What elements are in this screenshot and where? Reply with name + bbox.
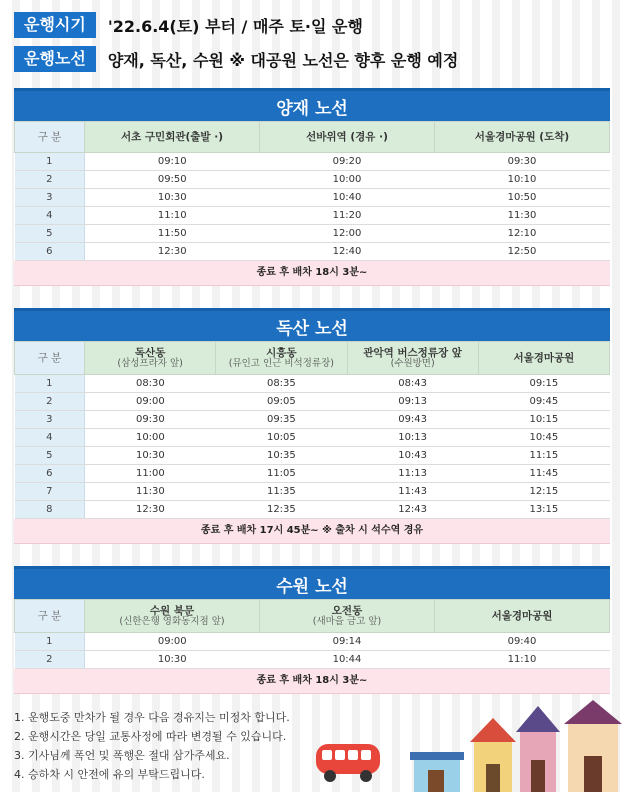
time-cell: 09:00	[85, 393, 216, 411]
time-cell: 11:35	[216, 483, 347, 501]
column-header: 선바위역 (경유 ·)	[260, 122, 435, 153]
yangjae-route-title: 양재 노선	[14, 88, 610, 121]
time-cell: 11:50	[85, 225, 260, 243]
suwon-route-note: 종료 후 배차 18시 3분~	[14, 669, 610, 694]
time-cell: 12:10	[435, 225, 610, 243]
column-header: 서울경마공원 (도착)	[435, 122, 610, 153]
table-row	[15, 243, 610, 261]
time-cell: 12:00	[260, 225, 435, 243]
table-row	[15, 447, 610, 465]
row-number-cell: 1	[15, 375, 85, 393]
column-header: 서초 구민회관(출발 ·)	[85, 122, 260, 153]
table-row	[15, 207, 610, 225]
row-number-cell: 1	[15, 153, 85, 171]
notice-list	[14, 708, 290, 784]
row-number-cell: 2	[15, 393, 85, 411]
column-header: 관악역 버스정류장 앞 (수원방면)	[347, 342, 478, 375]
time-cell: 11:30	[435, 207, 610, 225]
table-row	[15, 189, 610, 207]
row-number-cell: 5	[15, 225, 85, 243]
time-cell: 13:15	[478, 501, 609, 519]
time-cell: 09:00	[85, 633, 260, 651]
table-row	[15, 429, 610, 447]
time-cell: 10:30	[85, 189, 260, 207]
doksan-route-section	[14, 308, 610, 544]
yangjae-timetable	[14, 121, 610, 261]
doksan-route-title: 독산 노선	[14, 308, 610, 341]
column-header: 구 분	[15, 600, 85, 633]
building-icon	[564, 700, 622, 792]
schedule-period-row	[14, 12, 363, 38]
row-number-cell: 6	[15, 243, 85, 261]
time-cell: 08:35	[216, 375, 347, 393]
time-cell: 10:10	[435, 171, 610, 189]
time-cell: 10:43	[347, 447, 478, 465]
suwon-route-section	[14, 566, 610, 694]
time-cell: 10:45	[478, 429, 609, 447]
time-cell: 08:30	[85, 375, 216, 393]
column-header: 구 분	[15, 342, 85, 375]
notice-item: 3. 기사님께 폭언 및 폭행은 절대 삼가주세요.	[14, 749, 230, 762]
table-row	[15, 483, 610, 501]
time-cell: 10:13	[347, 429, 478, 447]
time-cell: 09:15	[478, 375, 609, 393]
time-cell: 11:20	[260, 207, 435, 225]
notice-item: 1. 운행도중 만차가 될 경우 다음 경유지는 미정차 합니다.	[14, 711, 290, 724]
route-tag: 운행노선	[14, 46, 96, 72]
table-row	[15, 153, 610, 171]
time-cell: 12:30	[85, 243, 260, 261]
time-cell: 09:20	[260, 153, 435, 171]
table-row	[15, 393, 610, 411]
row-number-cell: 5	[15, 447, 85, 465]
column-header: 시흥동 (뮤인고 인근 비석정류장)	[216, 342, 347, 375]
time-cell: 11:05	[216, 465, 347, 483]
table-row	[15, 633, 610, 651]
row-number-cell: 3	[15, 189, 85, 207]
notice-item: 2. 운행시간은 당일 교통사정에 따라 변경될 수 있습니다.	[14, 730, 287, 743]
time-cell: 12:30	[85, 501, 216, 519]
table-row	[15, 651, 610, 669]
row-number-cell: 4	[15, 207, 85, 225]
time-cell: 12:50	[435, 243, 610, 261]
time-cell: 12:40	[260, 243, 435, 261]
suwon-timetable	[14, 599, 610, 669]
bus-icon	[316, 744, 380, 782]
time-cell: 10:00	[85, 429, 216, 447]
time-cell: 09:43	[347, 411, 478, 429]
time-cell: 10:05	[216, 429, 347, 447]
schedule-period-tag: 운행시기	[14, 12, 96, 38]
bus-and-town-illustration	[306, 700, 626, 792]
column-header: 서울경마공원	[435, 600, 610, 633]
time-cell: 11:10	[435, 651, 610, 669]
time-cell: 12:35	[216, 501, 347, 519]
time-cell: 08:43	[347, 375, 478, 393]
time-cell: 10:30	[85, 447, 216, 465]
time-cell: 11:00	[85, 465, 216, 483]
time-cell: 09:50	[85, 171, 260, 189]
table-row	[15, 375, 610, 393]
suwon-route-title: 수원 노선	[14, 566, 610, 599]
column-header: 오전동 (새마을 금고 앞)	[260, 600, 435, 633]
time-cell: 09:13	[347, 393, 478, 411]
row-number-cell: 2	[15, 171, 85, 189]
column-header: 수원 북문 (신한은행 영화동지점 앞)	[85, 600, 260, 633]
table-row	[15, 465, 610, 483]
time-cell: 10:35	[216, 447, 347, 465]
time-cell: 10:44	[260, 651, 435, 669]
route-text: 양재, 독산, 수원 ※ 대공원 노선은 향후 운행 예정	[107, 50, 459, 70]
column-header: 서울경마공원	[478, 342, 609, 375]
column-header: 독산동 (삼성프라자 앞)	[85, 342, 216, 375]
column-header: 구 분	[15, 122, 85, 153]
row-number-cell: 3	[15, 411, 85, 429]
time-cell: 11:15	[478, 447, 609, 465]
doksan-route-note: 종료 후 배차 17시 45분~ ※ 출차 시 석수역 경유	[14, 519, 610, 544]
table-row	[15, 411, 610, 429]
doksan-timetable	[14, 341, 610, 519]
building-icon	[516, 706, 560, 792]
row-number-cell: 1	[15, 633, 85, 651]
time-cell: 09:05	[216, 393, 347, 411]
row-number-cell: 7	[15, 483, 85, 501]
time-cell: 11:10	[85, 207, 260, 225]
row-number-cell: 4	[15, 429, 85, 447]
time-cell: 10:40	[260, 189, 435, 207]
schedule-period-text: '22.6.4(토) 부터 / 매주 토·일 운행	[107, 16, 363, 36]
time-cell: 09:30	[435, 153, 610, 171]
time-cell: 09:14	[260, 633, 435, 651]
time-cell: 11:45	[478, 465, 609, 483]
row-number-cell: 6	[15, 465, 85, 483]
building-icon	[410, 752, 464, 792]
route-row	[14, 46, 458, 72]
time-cell: 09:10	[85, 153, 260, 171]
time-cell: 09:30	[85, 411, 216, 429]
time-cell: 10:00	[260, 171, 435, 189]
row-number-cell: 2	[15, 651, 85, 669]
time-cell: 12:15	[478, 483, 609, 501]
time-cell: 12:43	[347, 501, 478, 519]
time-cell: 11:30	[85, 483, 216, 501]
yangjae-route-note: 종료 후 배차 18시 3분~	[14, 261, 610, 286]
time-cell: 10:50	[435, 189, 610, 207]
table-row	[15, 225, 610, 243]
table-row	[15, 501, 610, 519]
time-cell: 11:43	[347, 483, 478, 501]
time-cell: 09:40	[435, 633, 610, 651]
time-cell: 09:45	[478, 393, 609, 411]
notice-item: 4. 승하차 시 안전에 유의 부탁드립니다.	[14, 768, 205, 781]
time-cell: 10:30	[85, 651, 260, 669]
building-icon	[470, 718, 516, 792]
time-cell: 11:13	[347, 465, 478, 483]
yangjae-route-section	[14, 88, 610, 286]
time-cell: 10:15	[478, 411, 609, 429]
row-number-cell: 8	[15, 501, 85, 519]
time-cell: 09:35	[216, 411, 347, 429]
table-row	[15, 171, 610, 189]
